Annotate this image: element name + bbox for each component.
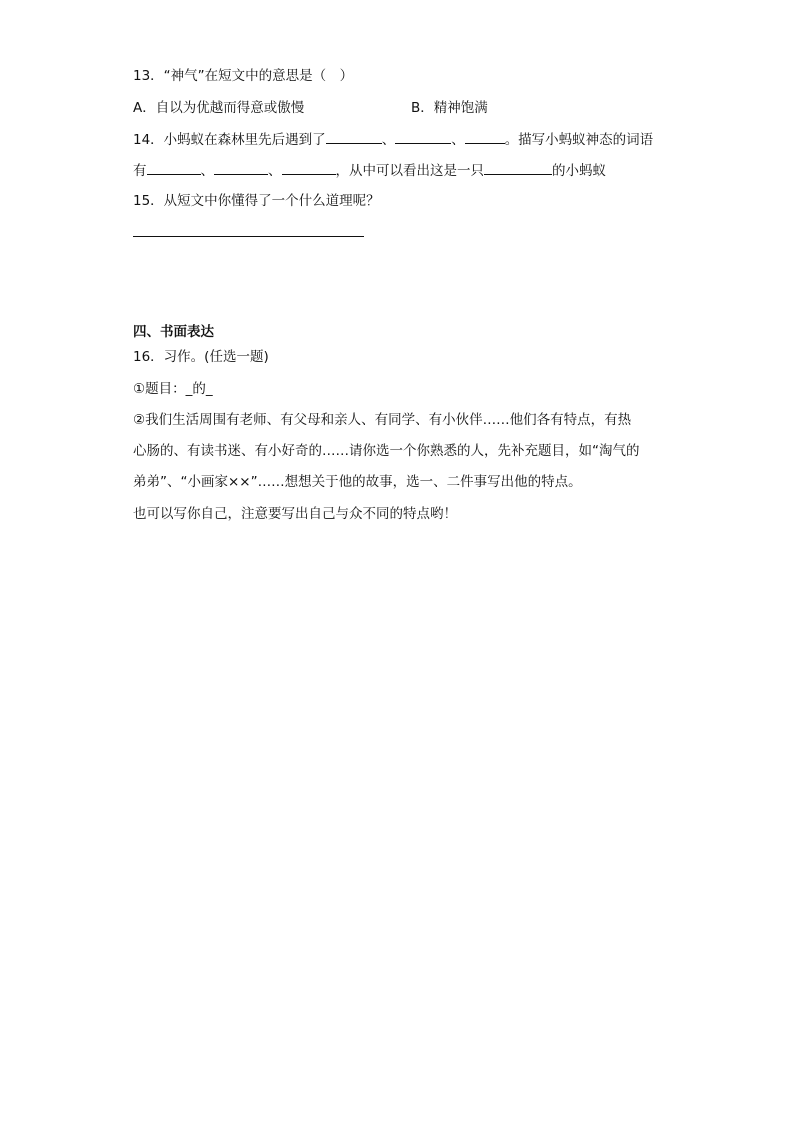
q14-sep-3: 、 xyxy=(200,163,214,179)
q14-sep-1: 、 xyxy=(381,132,396,148)
q14-blank-1[interactable] xyxy=(326,130,382,144)
q13-option-b: B．精神饱满 xyxy=(411,100,488,116)
q15-answer-line[interactable] xyxy=(133,236,364,237)
q16-topic-2-line-3: 弟弟”、“小画家××”……想想关于他的故事，选一、二件事写出他的特点。 xyxy=(133,474,582,490)
q14-text-4: ，从中可以看出这是一只 xyxy=(335,163,484,179)
q16-stem: 16．习作。(任选一题) xyxy=(133,349,269,365)
q16-topic-2-line-4: 也可以写你自己，注意要写出自己与众不同的特点哟！ xyxy=(133,506,457,522)
q14-text-2: 。描写小蚂蚁神态的词语 xyxy=(504,132,654,148)
q14-line1 xyxy=(133,130,653,149)
q14-blank-6[interactable] xyxy=(282,161,336,175)
q14-sep-4: 、 xyxy=(268,163,282,179)
q13-stem: 13．“神气”在短文中的意思是（ ） xyxy=(133,68,354,84)
q14-sep-2: 、 xyxy=(451,132,465,148)
q16-topic-2-line-2: 心肠的、有读书迷、有小好奇的……请你选一个你熟悉的人，先补充题目，如“淘气的 xyxy=(133,443,640,459)
q16-topic-2-line-1: ②我们生活周围有老师、有父母和亲人、有同学、有小伙伴……他们各有特点，有热 xyxy=(133,412,632,428)
q14-line2 xyxy=(133,161,606,180)
q15-stem: 15．从短文中你懂得了一个什么道理呢？ xyxy=(133,193,380,209)
q16-topic-1: ①题目：_的_ xyxy=(133,381,213,397)
q14-blank-4[interactable] xyxy=(147,161,201,175)
q14-blank-2[interactable] xyxy=(395,130,451,144)
q13-option-a: A．自以为优越而得意或傲慢 xyxy=(133,100,305,116)
q14-blank-7[interactable] xyxy=(484,161,552,175)
q14-text-3: 有 xyxy=(133,163,147,179)
q14-blank-3[interactable] xyxy=(465,130,505,144)
q14-text-1: 14．小蚂蚁在森林里先后遇到了 xyxy=(133,132,326,148)
q14-text-5: 的小蚂蚁 xyxy=(552,163,606,179)
q14-blank-5[interactable] xyxy=(214,161,268,175)
q13-options xyxy=(133,99,673,117)
section-4-heading: 四、书面表达 xyxy=(133,324,214,340)
